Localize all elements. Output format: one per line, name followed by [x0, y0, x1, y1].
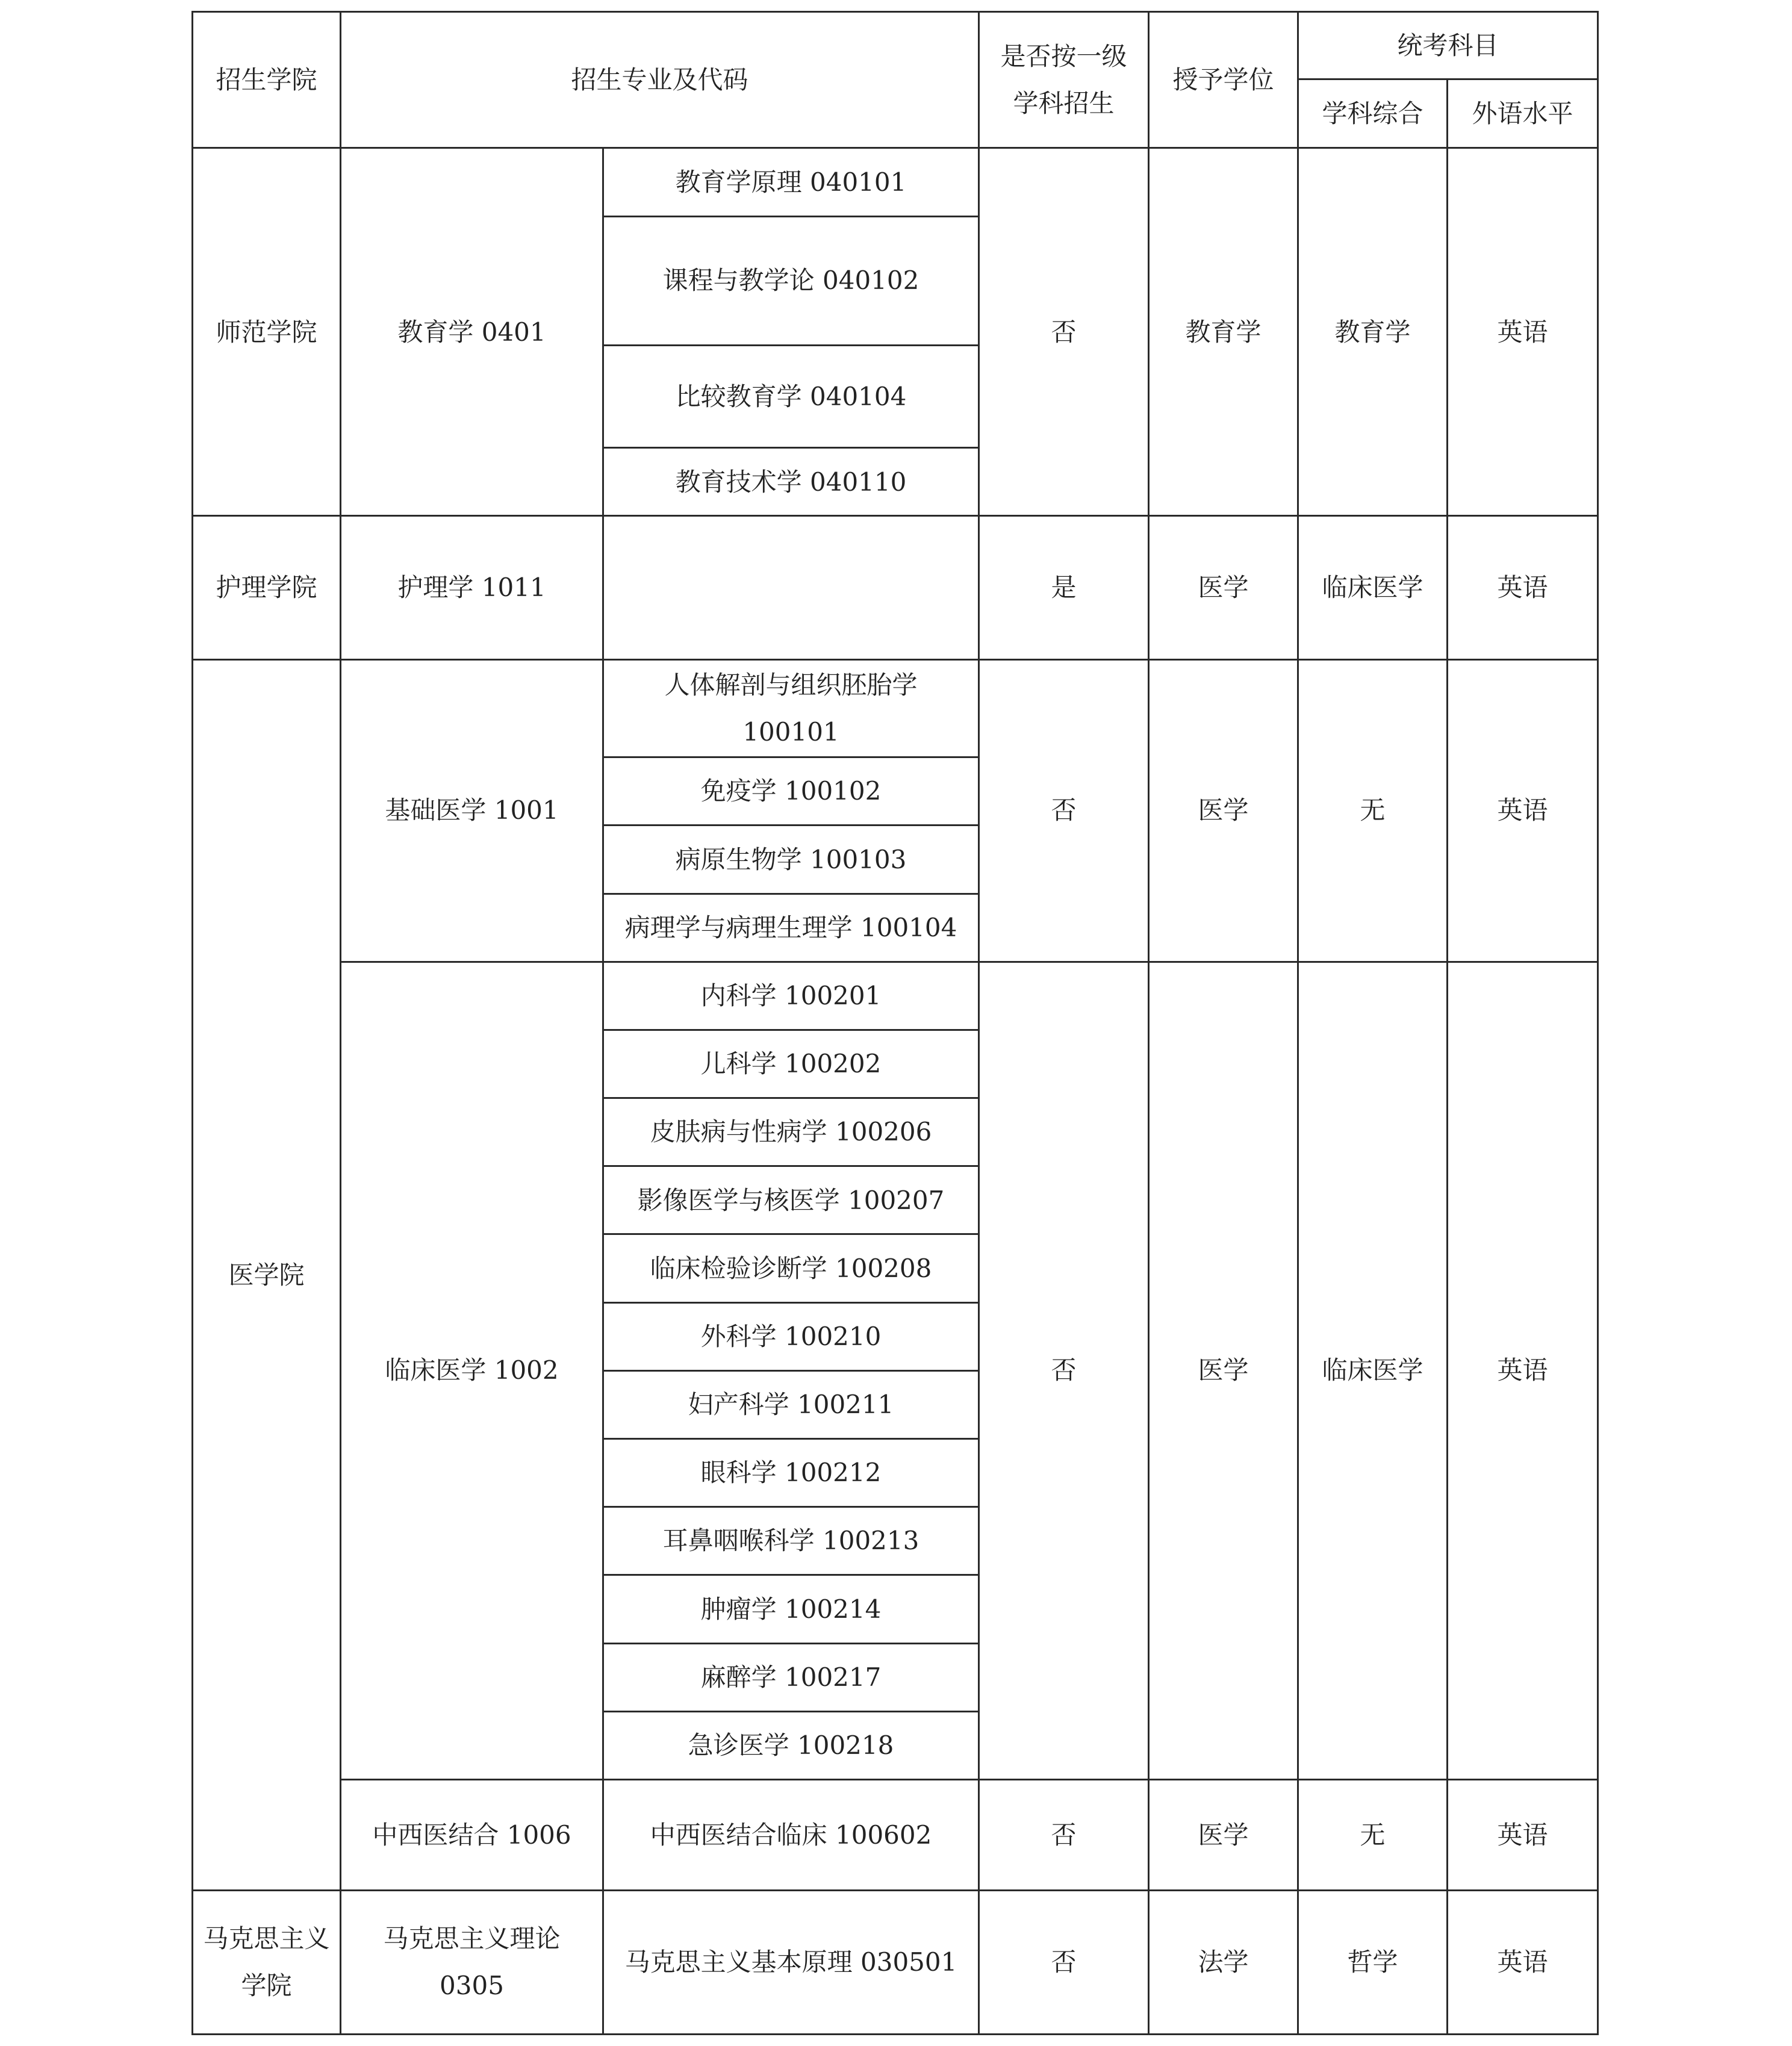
table-row [193, 962, 1598, 1030]
degree-cell: 医学 [1149, 516, 1298, 659]
degree-cell: 医学 [1149, 962, 1298, 1779]
major-cell: 肿瘤学 100214 [603, 1575, 979, 1643]
comprehensive-cell: 无 [1298, 1779, 1448, 1890]
table-body [193, 12, 1598, 2035]
first-level-cell: 否 [979, 1779, 1149, 1890]
major-cell: 皮肤病与性病学 100206 [603, 1098, 979, 1166]
first-level-cell: 是 [979, 516, 1149, 659]
header-subject-comprehensive: 学科综合 [1298, 79, 1448, 148]
language-cell: 英语 [1448, 1779, 1598, 1890]
college-cell: 师范学院 [193, 148, 341, 516]
first-level-cell: 否 [979, 659, 1149, 962]
discipline-cell: 马克思主义理论 0305 [341, 1891, 603, 2035]
table-row [193, 1779, 1598, 1890]
major-cell: 教育学原理 040101 [603, 148, 979, 216]
major-cell: 中西医结合临床 100602 [603, 1779, 979, 1890]
degree-cell: 教育学 [1149, 148, 1298, 516]
major-cell: 外科学 100210 [603, 1302, 979, 1370]
header-row [193, 12, 1598, 79]
major-cell [603, 516, 979, 659]
college-cell: 马克思主义学院 [193, 1891, 341, 2035]
header-foreign-language: 外语水平 [1448, 79, 1598, 148]
major-cell: 眼科学 100212 [603, 1439, 979, 1507]
major-cell: 课程与教学论 040102 [603, 216, 979, 345]
discipline-cell: 临床医学 1002 [341, 962, 603, 1779]
comprehensive-cell: 临床医学 [1298, 516, 1448, 659]
discipline-cell: 护理学 1011 [341, 516, 603, 659]
comprehensive-cell: 教育学 [1298, 148, 1448, 516]
header-exam-subjects: 统考科目 [1298, 12, 1598, 79]
first-level-cell: 否 [979, 1891, 1149, 2035]
college-cell: 护理学院 [193, 516, 341, 659]
major-cell: 内科学 100201 [603, 962, 979, 1030]
language-cell: 英语 [1448, 659, 1598, 962]
table-row [193, 659, 1598, 757]
admissions-table [191, 11, 1599, 2035]
language-cell: 英语 [1448, 148, 1598, 516]
table-row [193, 1891, 1598, 2035]
language-cell: 英语 [1448, 1891, 1598, 2035]
comprehensive-cell: 哲学 [1298, 1891, 1448, 2035]
major-cell: 影像医学与核医学 100207 [603, 1166, 979, 1234]
major-cell: 急诊医学 100218 [603, 1711, 979, 1779]
major-cell: 比较教育学 040104 [603, 345, 979, 447]
college-cell: 医学院 [193, 659, 341, 1890]
header-first-level [979, 12, 1149, 148]
major-cell: 教育技术学 040110 [603, 448, 979, 516]
comprehensive-cell: 临床医学 [1298, 962, 1448, 1779]
degree-cell: 医学 [1149, 659, 1298, 962]
major-cell: 临床检验诊断学 100208 [603, 1234, 979, 1302]
major-cell: 人体解剖与组织胚胎学 100101 [603, 659, 979, 757]
table-row [193, 516, 1598, 659]
comprehensive-cell: 无 [1298, 659, 1448, 962]
major-cell: 病原生物学 100103 [603, 826, 979, 894]
header-college: 招生学院 [193, 12, 341, 148]
major-cell: 马克思主义基本原理 030501 [603, 1891, 979, 2035]
header-first-level-line2: 学科招生 [1013, 88, 1115, 118]
major-cell: 病理学与病理生理学 100104 [603, 894, 979, 962]
discipline-cell: 教育学 0401 [341, 148, 603, 516]
table-row [193, 148, 1598, 216]
major-cell: 儿科学 100202 [603, 1030, 979, 1098]
language-cell: 英语 [1448, 516, 1598, 659]
first-level-cell: 否 [979, 148, 1149, 516]
degree-cell: 医学 [1149, 1779, 1298, 1890]
major-cell: 麻醉学 100217 [603, 1643, 979, 1711]
header-first-level-line1: 是否按一级 [1000, 42, 1127, 71]
first-level-cell: 否 [979, 962, 1149, 1779]
degree-cell: 法学 [1149, 1891, 1298, 2035]
major-cell: 免疫学 100102 [603, 757, 979, 826]
discipline-cell: 中西医结合 1006 [341, 1779, 603, 1890]
major-cell: 耳鼻咽喉科学 100213 [603, 1507, 979, 1575]
major-cell: 妇产科学 100211 [603, 1370, 979, 1438]
language-cell: 英语 [1448, 962, 1598, 1779]
header-degree: 授予学位 [1149, 12, 1298, 148]
header-major-code: 招生专业及代码 [341, 12, 979, 148]
discipline-cell: 基础医学 1001 [341, 659, 603, 962]
